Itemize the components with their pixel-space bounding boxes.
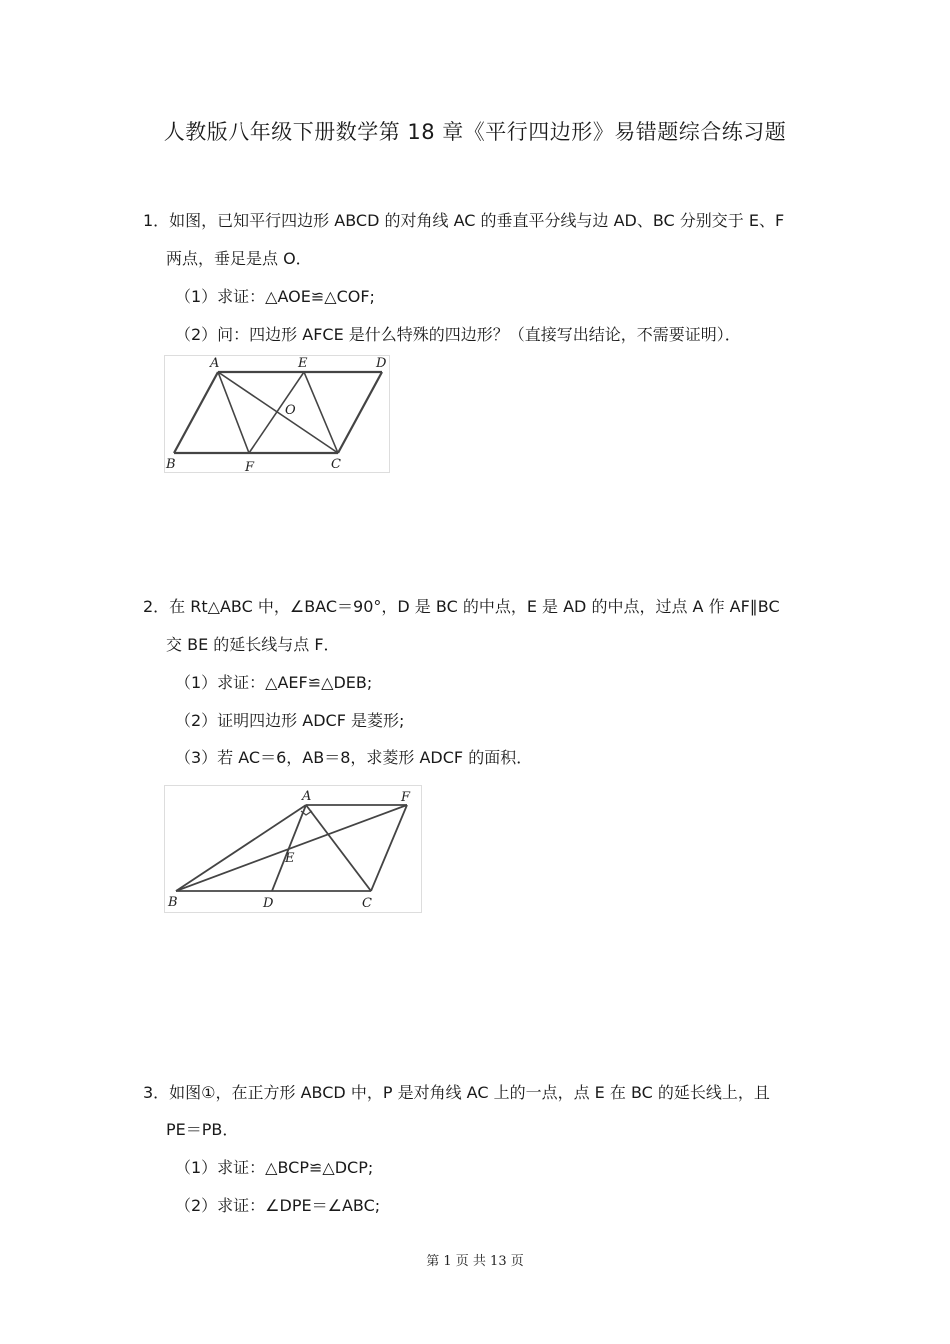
figure1-label-d: D xyxy=(376,356,387,371)
problem-3-line-2: PE＝PB． xyxy=(166,1120,239,1139)
figure2-label-c: C xyxy=(362,896,372,911)
page-footer: 第 1 页 共 13 页 xyxy=(426,1254,524,1269)
figure1-label-f: F xyxy=(245,460,255,473)
page-title: 人教版八年级下册数学第 18 章《平行四边形》易错题综合练习题 xyxy=(163,120,787,144)
problem-1-part-1: （1）求证：△AOE≌△COF; xyxy=(175,287,375,306)
problem-3-part-2: （2）求证：∠DPE＝∠ABC; xyxy=(175,1196,381,1215)
problem-2-figure xyxy=(164,785,422,913)
problem-2-line-1: 2．在 Rt△ABC 中，∠BAC＝90°，D 是 BC 的中点，E 是 AD 的中点，过点 A 作 AF∥BC xyxy=(143,597,780,616)
problem-1-line-2: 两点，垂足是点 O． xyxy=(166,249,312,268)
figure2-label-b: B xyxy=(168,895,178,910)
figure2-label-e: E xyxy=(285,851,295,866)
figure1-label-c: C xyxy=(331,457,341,472)
problem-2-part-1: （1）求证：△AEF≌△DEB; xyxy=(175,673,373,692)
figure1-label-a: A xyxy=(210,356,220,371)
figure1-label-e: E xyxy=(298,356,308,371)
figure1-label-b: B xyxy=(166,457,176,472)
figure2-label-f: F xyxy=(401,790,411,805)
problem-2-part-2: （2）证明四边形 ADCF 是菱形; xyxy=(175,711,405,730)
problem-1-figure xyxy=(164,355,390,473)
problem-1-part-2: （2）问：四边形 AFCE 是什么特殊的四边形？（直接写出结论，不需要证明）． xyxy=(175,325,741,344)
figure2-label-d: D xyxy=(263,896,274,911)
figure1-label-o: O xyxy=(285,403,296,418)
figure2-label-a: A xyxy=(302,789,312,804)
problem-3-part-1: （1）求证：△BCP≌△DCP; xyxy=(175,1158,374,1177)
problem-2-line-2: 交 BE 的延长线与点 F． xyxy=(166,635,340,654)
problem-1-line-1: 1．如图，已知平行四边形 ABCD 的对角线 AC 的垂直平分线与边 AD、BC 分别交于 E、F xyxy=(143,211,785,230)
problem-3-line-1: 3．如图①，在正方形 ABCD 中，P 是对角线 AC 上的一点，点 E 在 BC 的延长线上，且 xyxy=(143,1083,770,1102)
problem-2-part-3: （3）若 AC＝6，AB＝8，求菱形 ADCF 的面积． xyxy=(175,748,533,767)
